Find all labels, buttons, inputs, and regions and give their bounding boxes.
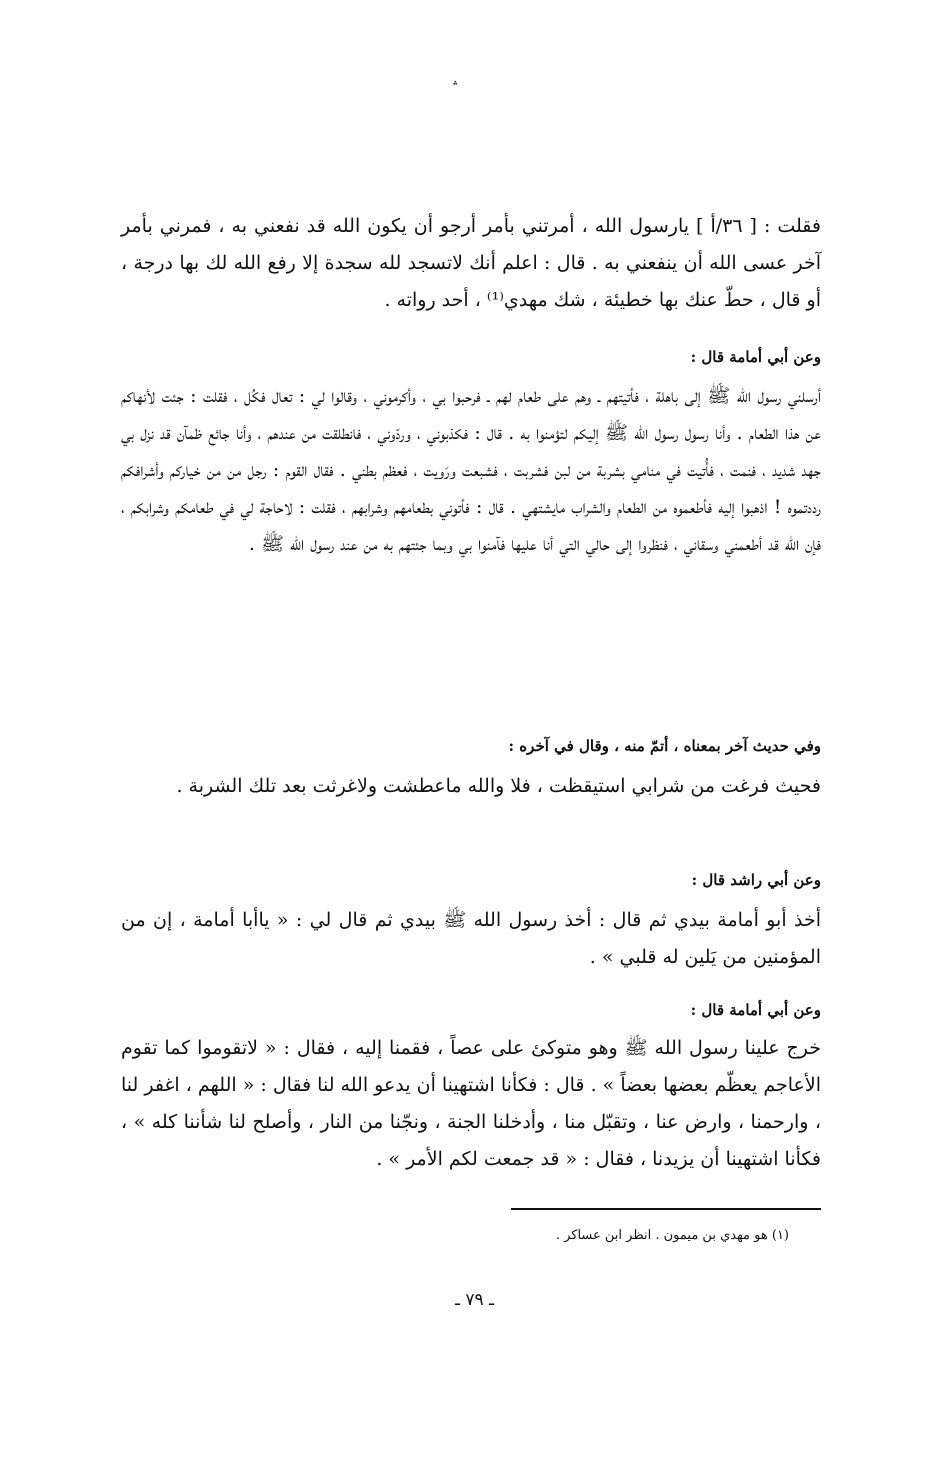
paragraph-3-text: فحيث فرغت من شرابي استيقظت ، فلا والله ماعطشت ولاغرثت بعد تلك الشربة . xyxy=(176,775,821,797)
heading-1-text: وعن أبي أمامة قال : xyxy=(690,348,821,366)
heading-3-text: وعن أبي راشد قال : xyxy=(691,871,821,889)
heading-4 xyxy=(121,998,821,1022)
page-top-mark: ؞ xyxy=(452,80,459,93)
heading-2 xyxy=(121,734,821,758)
heading-3 xyxy=(121,868,821,892)
footnote-divider xyxy=(511,1208,821,1210)
paragraph-2-text: أرسلني رسول الله ﷺ إلى باهلة ، فأتيتهم ـ وهم على طعام لهم ـ فرحبوا بي ، وأكرموني ، وقالوا لي : تعال فكُل ، فقلت : جئت لأنهاكم عن هذا الطعام . وأنا رسول رسول الله ﷺ إليكم لتؤمنوا به . قال : فكذبوني ، وردّوني ، فانطلقت من عندهم ، وأنا جائع ظمآن قد نزل بي جهد شديد ، فنمت ، فأُتيت في منامي بشربة من لبن فشربت ، فشبعت ورَويت ، فعظم بطني . فقال القوم : رجل من من خياركم وأشرافكم رددتموه ! اذهبوا إليه فأطعموه من الطعام والشراب مايشتهي . قال : فأتوني بطعامهم وشرابهم ، فقلت : لاحاجة لي في طعامكم وشرابكم ، فإن الله قد أطعمني وسقاني ، فنظروا إلى حالي التي أنا عليها فآمنوا بي وبما جئتهم به من عند رسول الله ﷺ . xyxy=(121,385,822,555)
paragraph-2 xyxy=(121,378,821,563)
heading-1 xyxy=(121,345,821,369)
footnote: (١) هو مهدي بن ميمون . انظر ابن عساكر . xyxy=(555,1228,789,1243)
paragraph-4-text: أخذ أبو أمامة بيدي ثم قال : أخذ رسول الله ﷺ بيدي ثم قال لي : « ياأبا أمامة ، إن من المؤمنين من يَلين له قلبي » . xyxy=(121,909,821,968)
paragraph-5 xyxy=(121,1030,821,1178)
page-number: ـ ٧٩ ـ xyxy=(454,1290,495,1310)
heading-2-text: وفي حديث آخر بمعناه ، أتمّ منه ، وقال في آخره : xyxy=(508,737,821,755)
paragraph-4 xyxy=(121,902,821,976)
paragraph-1-text: فقلت : [ ٣٦/أ ] يارسول الله ، أمرتني بأمر أرجو أن يكون الله قد نفعني به ، فمرني بأمر آخر عسى الله أن ينفعني به . قال : اعلم أنك لاتسجد لله سجدة إلا رفع الله لك بها درجة ، أو قال ، حطّ عنك بها خطيئة ، شك مهدي⁽¹⁾ ، أحد رواته . xyxy=(121,215,821,311)
paragraph-3 xyxy=(121,768,821,805)
paragraph-5-text: خرج علينا رسول الله ﷺ وهو متوكئ على عصاً ، فقمنا إليه ، فقال : « لاتقوموا كما تقوم الأعاجم يعظّم بعضها بعضاً » . قال : فكأنا اشتهينا أن يدعو الله لنا فقال : « اللهم ، اغفر لنا ، وارحمنا ، وارض عنا ، وتقبّل منا ، وأدخلنا الجنة ، ونجّنا من النار ، وأصلح لنا شأننا كله » ، فكأنا اشتهينا أن يزيدنا ، فقال : « قد جمعت لكم الأمر » . xyxy=(121,1037,821,1170)
paragraph-1 xyxy=(121,208,821,319)
heading-4-text: وعن أبي أمامة قال : xyxy=(690,1001,821,1019)
